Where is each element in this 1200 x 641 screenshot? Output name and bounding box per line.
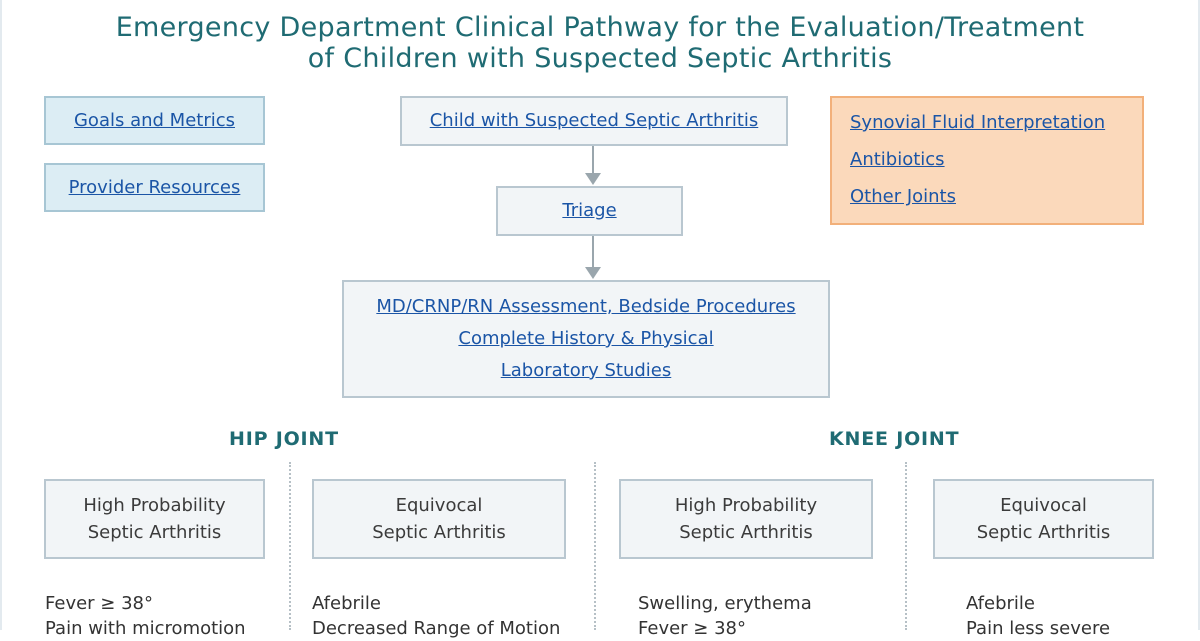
hip-high-line-2: Septic Arthritis [87, 522, 222, 543]
hip-divider [289, 462, 291, 630]
criteria-item: Swelling, erythema [638, 593, 812, 614]
hip-high-criteria [45, 591, 246, 641]
history-physical-link[interactable]: Complete History & Physical [458, 328, 714, 349]
arrow-line-2 [592, 236, 594, 268]
knee-high-probability-box [619, 479, 873, 559]
other-joints-link[interactable]: Other Joints [850, 186, 956, 207]
laboratory-studies-link[interactable]: Laboratory Studies [500, 360, 672, 381]
left-frame-edge [0, 0, 2, 630]
synovial-fluid-link[interactable]: Synovial Fluid Interpretation [850, 112, 1106, 133]
assessment-box [342, 280, 830, 398]
hip-high-line-1: High Probability [83, 495, 226, 516]
knee-divider [905, 462, 907, 630]
knee-equivocal-line-1: Equivocal [1000, 495, 1087, 516]
knee-equivocal-criteria [966, 591, 1110, 641]
provider-resources-link[interactable]: Provider Resources [68, 176, 241, 198]
knee-equivocal-box [933, 479, 1154, 559]
section-divider [594, 462, 596, 630]
criteria-item: Pain less severe [966, 618, 1111, 639]
reference-links-box [830, 96, 1144, 225]
hip-joint-heading: HIP JOINT [229, 428, 339, 450]
assessment-link[interactable]: MD/CRNP/RN Assessment, Bedside Procedures [376, 296, 796, 317]
triage-link[interactable]: Triage [562, 200, 617, 221]
antibiotics-link[interactable]: Antibiotics [850, 149, 945, 170]
criteria-item: Fever ≥ 38° [638, 618, 746, 639]
knee-joint-heading: KNEE JOINT [829, 428, 960, 450]
knee-high-criteria [638, 591, 812, 641]
criteria-item: Afebrile [312, 593, 381, 614]
title-line-2: of Children with Suspected Septic Arthritis [307, 43, 893, 74]
arrow-down-icon [585, 173, 601, 185]
suspected-septic-arthritis-link[interactable]: Child with Suspected Septic Arthritis [429, 110, 759, 131]
arrow-down-icon [585, 267, 601, 279]
arrow-line-1 [592, 146, 594, 174]
start-box [400, 96, 788, 146]
triage-box [496, 186, 683, 236]
criteria-item: Fever ≥ 38° [45, 593, 153, 614]
criteria-item: Afebrile [966, 593, 1035, 614]
hip-equivocal-criteria [312, 591, 560, 641]
knee-equivocal-line-2: Septic Arthritis [976, 522, 1111, 543]
criteria-item: Pain with micromotion [45, 618, 246, 639]
goals-and-metrics-link[interactable]: Goals and Metrics [73, 109, 235, 131]
goals-box [44, 96, 265, 145]
criteria-item: Decreased Range of Motion [312, 618, 561, 639]
page-title [0, 12, 1200, 74]
knee-high-line-2: Septic Arthritis [679, 522, 813, 543]
hip-equivocal-line-2: Septic Arthritis [372, 522, 506, 543]
knee-high-line-1: High Probability [674, 495, 818, 516]
hip-equivocal-box [312, 479, 566, 559]
hip-equivocal-line-1: Equivocal [395, 495, 483, 516]
title-line-1: Emergency Department Clinical Pathway for the Evaluation/Treatment [115, 12, 1085, 43]
hip-high-probability-box [44, 479, 265, 559]
resources-box [44, 163, 265, 212]
